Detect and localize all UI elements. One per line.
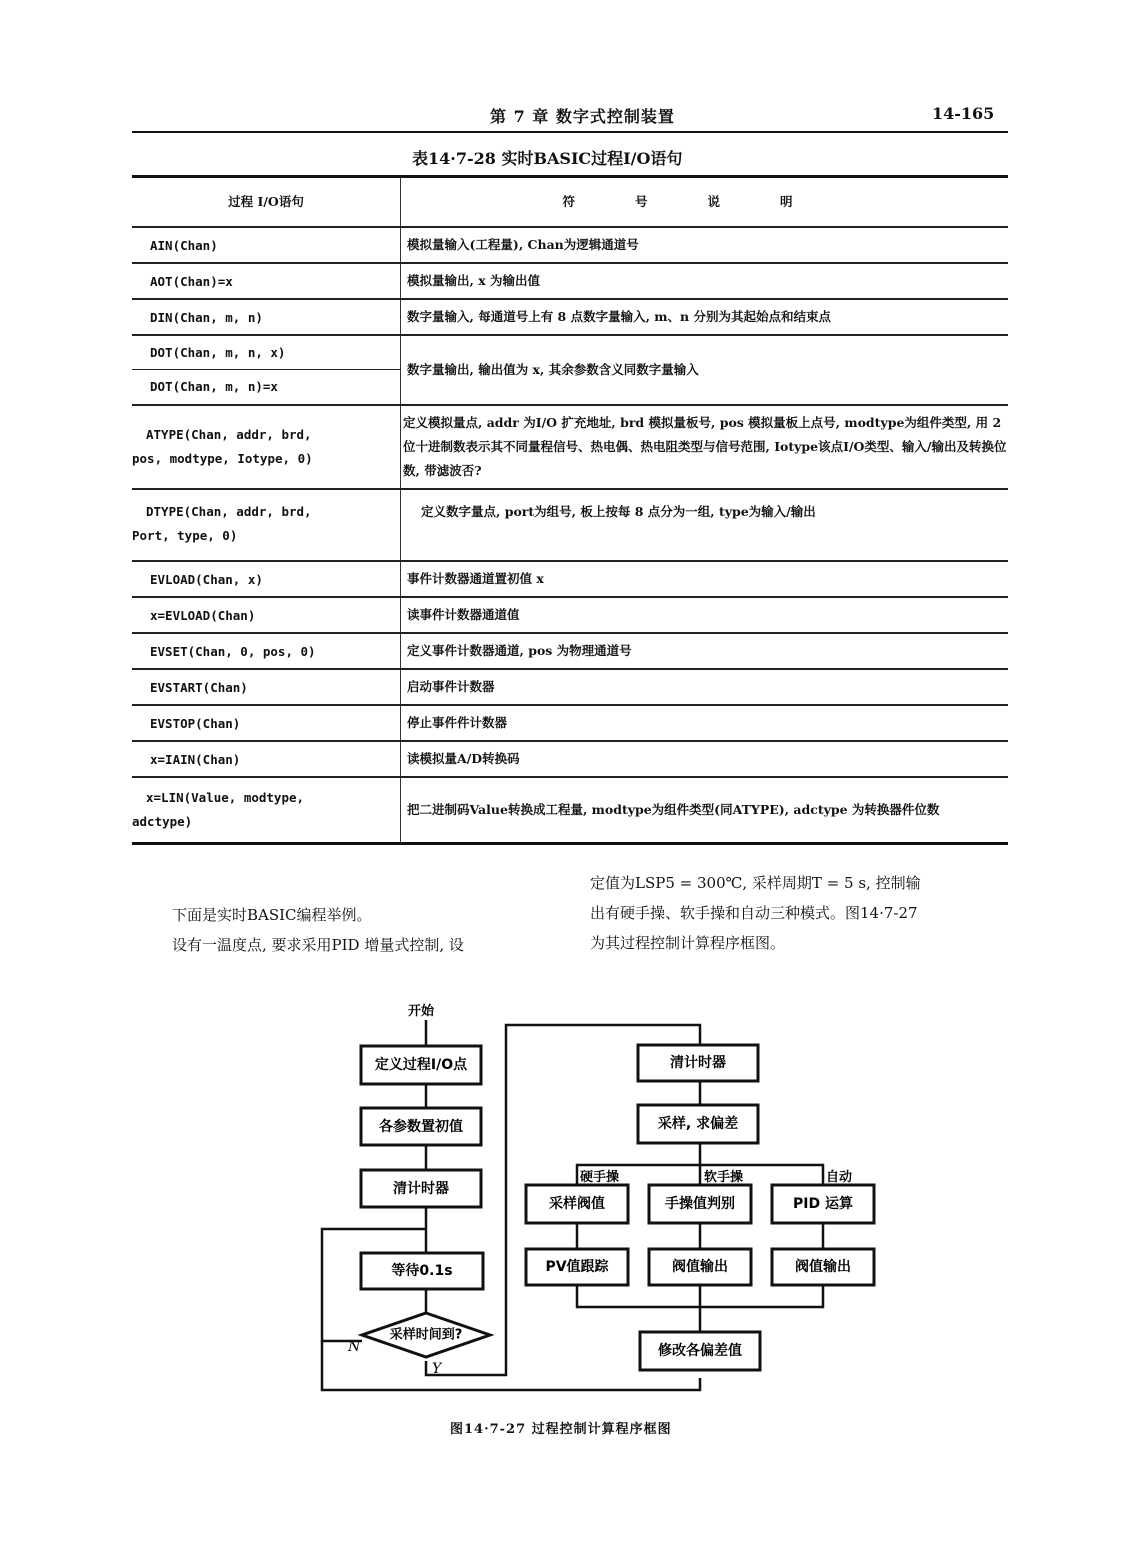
table-row (132, 777, 1008, 843)
process-control-flowchart (300, 995, 900, 1415)
statement-cell (132, 369, 401, 405)
table-header-row (132, 178, 1008, 227)
description-cell: 读模拟量A/D转换码 (401, 741, 1009, 777)
body-line: 出有硬手操、软手操和自动三种模式。图14·7-27 (590, 904, 918, 922)
node-modify-dev (640, 1332, 760, 1370)
description-cell: 定义事件计数器通道, pos 为物理通道号 (401, 633, 1009, 669)
node-clear-timer-2 (638, 1045, 758, 1081)
statement-text: DOT(Chan, m, n, x) (150, 344, 286, 360)
node-text: PV值跟踪 (545, 1259, 609, 1275)
statement-text: EVSET(Chan, 0, pos, 0) (150, 643, 316, 659)
statement-cell (132, 633, 401, 669)
column-header-statement-text: 过程 I/O语句 (228, 194, 304, 209)
column-header-description-text: 符号说明 (562, 194, 853, 209)
statement-text: AIN(Chan) (150, 237, 218, 253)
figure-caption: 图14·7-27 过程控制计算程序框图 (450, 1422, 672, 1437)
node-text: 清计时器 (670, 1055, 726, 1071)
table-row (132, 227, 1008, 263)
body-text-right (590, 868, 1010, 958)
io-statement-table (132, 178, 1008, 845)
description-cell: 把二进制码Value转换成工程量, modtype为组件类型(同ATYPE), adctype 为转换器件位数 (401, 777, 1009, 843)
node-text: 各参数置初值 (379, 1119, 463, 1135)
statement-text: DTYPE(Chan, addr, brd, (146, 504, 312, 519)
branch-label-auto: 自动 (826, 1170, 853, 1185)
node-text: 阀值输出 (795, 1259, 851, 1275)
table-row (132, 299, 1008, 335)
body-text-left (172, 900, 572, 960)
description-cell: 定义数字量点, port为组号, 板上按每 8 点分为一组, type为输入/输出 (401, 489, 1009, 561)
body-line: 下面是实时BASIC编程举例。 (172, 906, 372, 924)
table-row (132, 405, 1008, 489)
description-cell: 模拟量输入(工程量), Chan为逻辑通道号 (401, 227, 1009, 263)
statement-cell (132, 777, 401, 843)
statement-cell (132, 405, 401, 489)
node-text: 修改各偏差值 (658, 1343, 742, 1359)
statement-cell (132, 669, 401, 705)
node-sample (638, 1105, 758, 1143)
node-wait (361, 1253, 483, 1289)
yes-label: Y (432, 1361, 442, 1377)
node-define-io (361, 1046, 481, 1084)
node-sample-valve (526, 1185, 628, 1223)
branch-label-soft-manual: 软手操 (704, 1170, 744, 1185)
node-text: 等待0.1s (391, 1263, 453, 1279)
statement-text: x=EVLOAD(Chan) (150, 607, 256, 623)
statement-text-continued: Port, type, 0) (132, 528, 238, 543)
node-text: 采样阀值 (549, 1196, 605, 1212)
statement-cell (132, 741, 401, 777)
description-cell: 数字量输入, 每通道号上有 8 点数字量输入, m、n 分别为其起始点和结束点 (401, 299, 1009, 335)
body-line: 为其过程控制计算程序框图。 (590, 934, 786, 952)
description-cell: 定义模拟量点, addr 为I/O 扩充地址, brd 模拟量板号, pos 模拟量板上点号, modtype为组件类型, 用 2 位十进制数表示其不同量程信号、热电偶、热电阻类型与信号范围, Iotype该点I/O类型、输入/输出及转换位数, 带滤波否? (401, 405, 1009, 489)
table-row (132, 263, 1008, 299)
no-label: N (348, 1339, 361, 1355)
statement-cell (132, 705, 401, 741)
node-text: 阀值输出 (672, 1259, 728, 1275)
statement-cell (132, 227, 401, 263)
node-text: 定义过程I/O点 (374, 1057, 468, 1073)
statement-text: DOT(Chan, m, n)=x (150, 379, 278, 395)
statement-cell (132, 335, 401, 369)
start-label: 开始 (408, 1004, 435, 1019)
table-row (132, 489, 1008, 561)
page-number: 14-165 (932, 104, 995, 123)
statement-text: x=LIN(Value, modtype, (146, 789, 305, 805)
node-text: 采样时间到? (389, 1327, 463, 1343)
statement-cell (132, 489, 401, 561)
description-cell: 数字量输出, 输出值为 x, 其余参数含义同数字量输入 (401, 335, 1009, 405)
node-text: 采样, 求偏差 (657, 1116, 739, 1132)
statement-text-continued: adctype) (132, 813, 193, 829)
node-text: PID 运算 (793, 1196, 853, 1212)
node-init-params (361, 1108, 481, 1145)
description-cell: 事件计数器通道置初值 x (401, 561, 1009, 597)
branch-label-hard-manual: 硬手操 (580, 1170, 620, 1185)
table-row (132, 705, 1008, 741)
statement-cell (132, 299, 401, 335)
column-header-description (401, 178, 1009, 227)
statement-text-continued: pos, modtype, Iotype, 0) (132, 451, 313, 466)
table-row (132, 669, 1008, 705)
table-row (132, 335, 1008, 369)
table-row (132, 597, 1008, 633)
node-manual-judge (649, 1185, 751, 1223)
description-cell: 模拟量输出, x 为输出值 (401, 263, 1009, 299)
statement-text: AOT(Chan)=x (150, 273, 233, 289)
statement-text: EVSTART(Chan) (150, 679, 248, 695)
header-rule (132, 131, 1008, 133)
node-decision (362, 1313, 490, 1357)
body-line: 定值为LSP5 = 300℃, 采样周期T = 5 s, 控制输 (590, 874, 921, 892)
statement-text: EVSTOP(Chan) (150, 715, 241, 731)
description-cell: 读事件计数器通道值 (401, 597, 1009, 633)
statement-cell (132, 561, 401, 597)
node-text: 清计时器 (393, 1181, 449, 1197)
table-title: 表14·7-28 实时BASIC过程I/O语句 (412, 149, 683, 168)
statement-text: EVLOAD(Chan, x) (150, 571, 263, 587)
statement-cell (132, 597, 401, 633)
node-pv-track (526, 1249, 628, 1285)
body-line: 设有一温度点, 要求采用PID 增量式控制, 设 (172, 936, 464, 954)
description-cell: 启动事件计数器 (401, 669, 1009, 705)
statement-text: ATYPE(Chan, addr, brd, (146, 427, 312, 442)
running-head: 第 7 章 数字式控制装置 (490, 107, 675, 126)
statement-text: DIN(Chan, m, n) (150, 309, 263, 325)
node-text: 手操值判别 (665, 1196, 735, 1212)
table-row (132, 561, 1008, 597)
node-valve-out-1 (649, 1249, 751, 1285)
node-valve-out-2 (772, 1249, 874, 1285)
column-header-statement (132, 178, 401, 227)
statement-cell (132, 263, 401, 299)
description-cell: 停止事件件计数器 (401, 705, 1009, 741)
table-row (132, 633, 1008, 669)
node-pid (772, 1185, 874, 1223)
node-clear-timer-1 (361, 1170, 481, 1207)
table-row (132, 741, 1008, 777)
statement-text: x=IAIN(Chan) (150, 751, 241, 767)
